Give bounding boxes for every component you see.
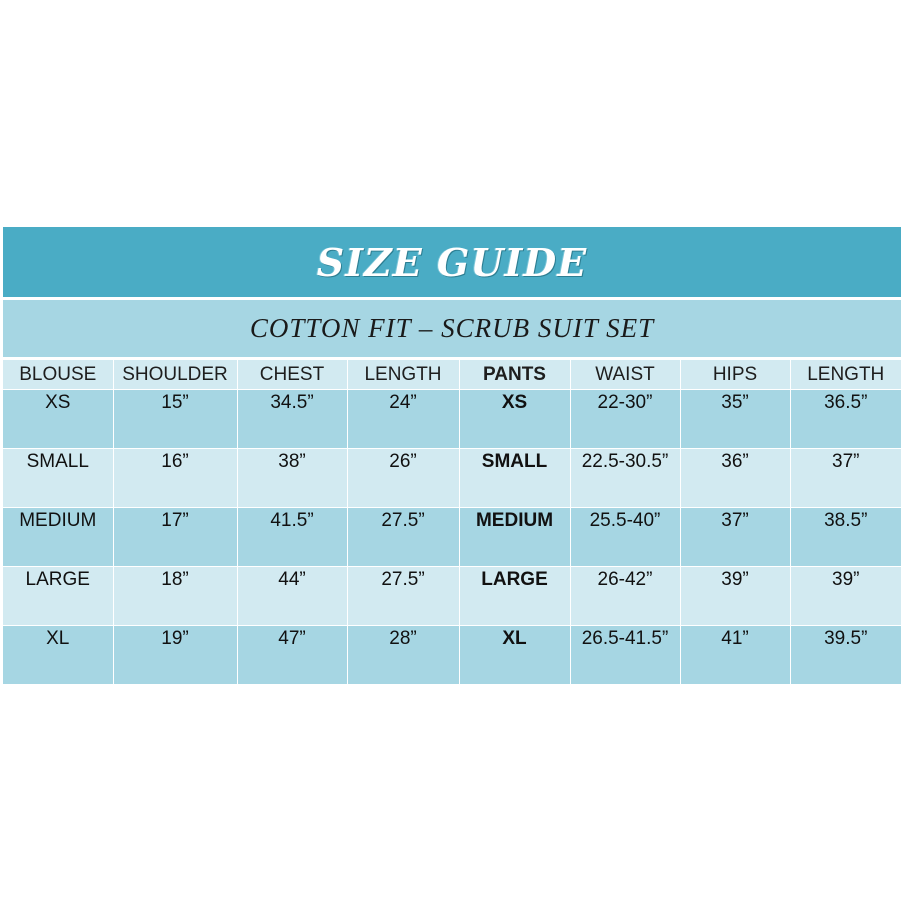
shoulder-value: 15”: [113, 390, 237, 449]
hips-value: 41”: [680, 626, 790, 685]
hips-value: 37”: [680, 508, 790, 567]
waist-value: 26.5-41.5”: [570, 626, 680, 685]
hips-value: 39”: [680, 567, 790, 626]
chest-value: 44”: [237, 567, 347, 626]
shoulder-value: 17”: [113, 508, 237, 567]
header-waist: WAIST: [570, 360, 680, 390]
header-row: [3, 360, 901, 390]
pants-size: XL: [459, 626, 570, 685]
pants-size: MEDIUM: [459, 508, 570, 567]
header-pants: PANTS: [459, 360, 570, 390]
table-row: [3, 449, 901, 508]
header-hips: HIPS: [680, 360, 790, 390]
table-row: [3, 626, 901, 685]
chest-value: 41.5”: [237, 508, 347, 567]
header-blouse: BLOUSE: [3, 360, 113, 390]
blouse-size: LARGE: [3, 567, 113, 626]
pants-size: SMALL: [459, 449, 570, 508]
header-pants-length: LENGTH: [790, 360, 901, 390]
chest-value: 38”: [237, 449, 347, 508]
chest-value: 47”: [237, 626, 347, 685]
chest-value: 34.5”: [237, 390, 347, 449]
pants-length-value: 39”: [790, 567, 901, 626]
waist-value: 22-30”: [570, 390, 680, 449]
pants-length-value: 38.5”: [790, 508, 901, 567]
measurements-table: [3, 359, 901, 684]
waist-value: 22.5-30.5”: [570, 449, 680, 508]
pants-length-value: 39.5”: [790, 626, 901, 685]
shoulder-value: 16”: [113, 449, 237, 508]
blouse-length-value: 26”: [347, 449, 459, 508]
header-shoulder: SHOULDER: [113, 360, 237, 390]
header-blouse-length: LENGTH: [347, 360, 459, 390]
waist-value: 25.5-40”: [570, 508, 680, 567]
hips-value: 35”: [680, 390, 790, 449]
blouse-size: XL: [3, 626, 113, 685]
pants-size: LARGE: [459, 567, 570, 626]
size-guide-table: [3, 227, 901, 684]
header-chest: CHEST: [237, 360, 347, 390]
pants-size: XS: [459, 390, 570, 449]
pants-length-value: 37”: [790, 449, 901, 508]
blouse-length-value: 27.5”: [347, 508, 459, 567]
shoulder-value: 18”: [113, 567, 237, 626]
blouse-size: MEDIUM: [3, 508, 113, 567]
product-subtitle: COTTON FIT – SCRUB SUIT SET: [249, 313, 655, 343]
title-band: [3, 227, 901, 297]
subtitle-band: [3, 300, 901, 357]
waist-value: 26-42”: [570, 567, 680, 626]
pants-length-value: 36.5”: [790, 390, 901, 449]
table-row: [3, 390, 901, 449]
hips-value: 36”: [680, 449, 790, 508]
blouse-length-value: 28”: [347, 626, 459, 685]
shoulder-value: 19”: [113, 626, 237, 685]
blouse-length-value: 27.5”: [347, 567, 459, 626]
size-guide-title: SIZE GUIDE: [316, 239, 588, 285]
blouse-size: XS: [3, 390, 113, 449]
table-row: [3, 567, 901, 626]
blouse-size: SMALL: [3, 449, 113, 508]
blouse-length-value: 24”: [347, 390, 459, 449]
table-row: [3, 508, 901, 567]
